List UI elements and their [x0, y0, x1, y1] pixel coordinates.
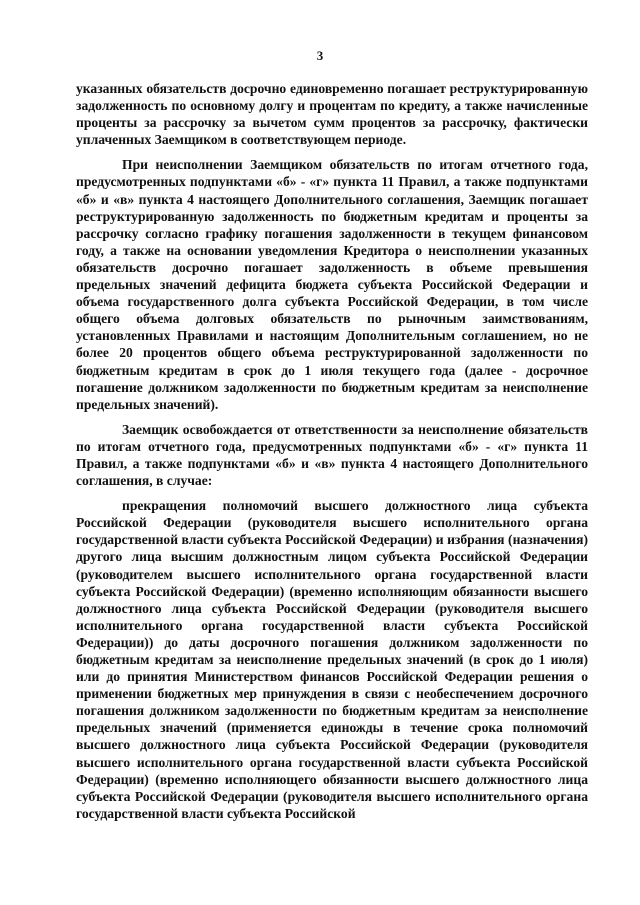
paragraph-continuation: указанных обязательств досрочно единовременно погашает реструктурированную задолженность по основному долгу и процентам по кредиту, а также начисленные проценты за рассрочку за вычетом сумм процентов за рассрочку, фактически уплаченных Заемщиком в соответствующем периоде. — [76, 81, 588, 148]
paragraph-exemption: Заемщик освобождается от ответственности за неисполнение обязательств по итогам отчетного года, предусмотренных подпунктами «б» - «г» пункта 11 Правил, а также подпунктами «б» и «в» пункта 4 настоящего Дополнительного соглашения, в случае: — [76, 421, 588, 489]
paragraph-termination-case: прекращения полномочий высшего должностного лица субъекта Российской Федерации (руководителя высшего исполнительного органа государственной власти субъекта Российской Федерации) и избрания (назначения) другого лица высшим должностным лицом субъекта Российской Федерации (руководителем высшего исполнительного органа государственной власти субъекта Российской Федерации) (временно исполняющим обязанности высшего должностного лица субъекта Российской Федерации (руководителя высшего исполнительного органа государственной власти субъекта Российской Федерации)) до даты досрочного погашения должником задолженности по бюджетным кредитам за неисполнение предельных значений (в срок до 1 июля) или до принятия Министерством финансов Российской Федерации решения о применении бюджетных мер принуждения в связи с необеспечением досрочного погашения должником задолженности по бюджетным кредитам за неисполнение предельных значений (применяется единожды в течение срока полномочий высшего должностного лица субъекта Российской Федерации (руководителя высшего исполнительного органа государственной власти субъекта Российской Федерации) (временно исполняющего обязанности высшего должностного лица субъекта Российской Федерации (руководителя высшего исполнительного органа государственной власти субъекта Российской — [76, 498, 588, 821]
paragraph-nonfulfillment: При неисполнении Заемщиком обязательств по итогам отчетного года, предусмотренных подпунктами «б» - «г» пункта 11 Правил, а также подпунктами «б» и «в» пункта 4 настоящего Дополнительного соглашения, Заемщик погашает реструктурированную задолженность по бюджетным кредитам и проценты за рассрочку согласно графику погашения задолженности в текущем финансовом году, а также на основании уведомления Кредитора о неисполнении указанных обязательств досрочно погашает задолженность в объеме превышения предельных значений дефицита бюджета субъекта Российской Федерации и объема государственного долга субъекта Российской Федерации, в том числе общего объема долговых обязательств по рыночным заимствованиям, установленных Правилами и настоящим Дополнительным соглашением, но не более 20 процентов общего объема реструктурированной задолженности по бюджетным кредитам в срок до 1 июля текущего года (далее - досрочное погашение должником задолженности по бюджетным кредитам за неисполнение предельных значений). — [76, 157, 588, 412]
page-number: 3 — [316, 48, 324, 63]
document-body — [76, 80, 588, 822]
